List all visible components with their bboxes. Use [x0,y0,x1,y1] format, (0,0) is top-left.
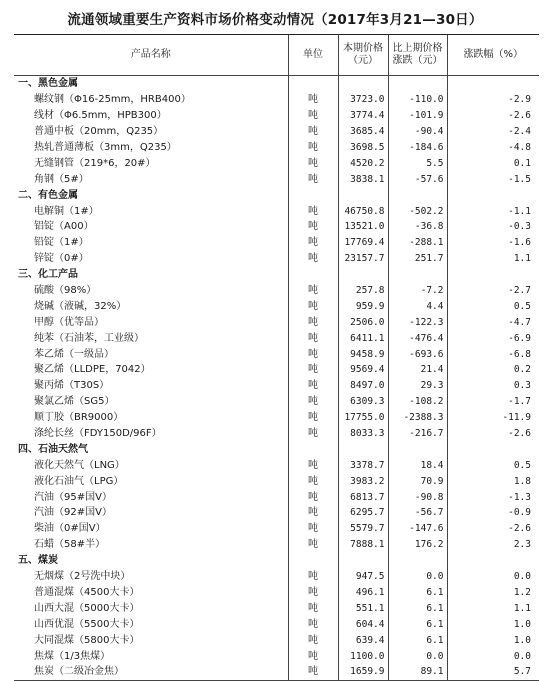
percent-cell: 0.3 [447,378,539,394]
price-cell: 604.4 [338,616,388,632]
price-cell: 17755.0 [338,410,388,426]
unit-cell: 吨 [288,505,338,521]
unit-cell: 吨 [288,171,338,187]
category-row [14,187,539,203]
change-cell: -108.2 [388,394,447,410]
percent-cell: -4.7 [447,314,539,330]
change-cell: 70.9 [388,473,447,489]
change-cell: -502.2 [388,203,447,219]
table-row [14,569,539,585]
table-row [14,457,539,473]
table-row [14,632,539,648]
empty-cell [447,187,539,203]
table-row [14,140,539,156]
percent-cell: -2.9 [447,92,539,108]
change-cell: 6.1 [388,585,447,601]
category-row [14,553,539,569]
table-row [14,171,539,187]
price-table [14,34,539,681]
product-name: 聚丙烯（T30S） [34,380,110,392]
product-name: 螺纹钢（Φ16-25mm，HRB400） [34,94,191,106]
table-row [14,600,539,616]
table-row [14,616,539,632]
empty-cell [388,553,447,569]
percent-cell: 0.5 [447,457,539,473]
product-name: 柴油（0#国Ⅴ） [34,523,106,535]
percent-cell: -1.5 [447,171,539,187]
table-row [14,489,539,505]
product-name: 铝锭（A00） [34,221,94,233]
unit-cell: 吨 [288,362,338,378]
table-row [14,378,539,394]
change-cell: -216.7 [388,426,447,442]
product-name: 烧碱（液碱，32%） [34,300,127,312]
empty-cell [388,187,447,203]
price-cell: 6295.7 [338,505,388,521]
category-row [14,441,539,457]
price-cell: 3378.7 [338,457,388,473]
unit-cell: 吨 [288,489,338,505]
unit-cell: 吨 [288,600,338,616]
change-cell: 4.4 [388,298,447,314]
price-cell: 8497.0 [338,378,388,394]
product-name: 液化石油气（LPG） [34,475,124,487]
unit-cell: 吨 [288,410,338,426]
percent-cell: -1.1 [447,203,539,219]
percent-cell: 5.7 [447,664,539,680]
empty-cell [447,553,539,569]
change-cell: -476.4 [388,330,447,346]
unit-cell: 吨 [288,140,338,156]
empty-cell [447,441,539,457]
empty-cell [447,267,539,283]
category-label: 五、煤炭 [18,555,58,567]
product-name: 汽油（95#国Ⅴ） [34,491,112,503]
price-cell: 3983.2 [338,473,388,489]
change-cell: -101.9 [388,108,447,124]
percent-cell: 0.0 [447,569,539,585]
category-label: 三、化工产品 [18,269,78,281]
percent-cell: 0.5 [447,298,539,314]
price-cell: 4520.2 [338,155,388,171]
unit-cell: 吨 [288,378,338,394]
empty-cell [288,267,338,283]
change-cell: 0.0 [388,648,447,664]
percent-cell: 0.2 [447,362,539,378]
product-name: 石蜡（58#半） [34,539,106,551]
empty-cell [338,267,388,283]
product-name: 山西优混（5500大卡） [34,618,140,630]
price-cell: 6309.3 [338,394,388,410]
price-cell: 6813.7 [338,489,388,505]
unit-cell: 吨 [288,330,338,346]
percent-cell: -2.4 [447,124,539,140]
unit-cell: 吨 [288,235,338,251]
product-name: 铅锭（1#） [34,237,89,249]
percent-cell: 1.0 [447,616,539,632]
product-name: 普通中板（20mm，Q235） [34,126,164,138]
table-row [14,314,539,330]
category-label: 二、有色金属 [18,189,78,201]
table-body [14,76,539,681]
empty-cell [338,441,388,457]
price-cell: 496.1 [338,585,388,601]
percent-cell: 2.3 [447,537,539,553]
unit-cell: 吨 [288,664,338,680]
price-cell: 7888.1 [338,537,388,553]
table-row [14,664,539,680]
price-cell: 257.8 [338,283,388,299]
change-cell: 6.1 [388,600,447,616]
unit-cell: 吨 [288,394,338,410]
change-cell: -288.1 [388,235,447,251]
table-row [14,92,539,108]
percent-cell: 0.0 [447,648,539,664]
price-cell: 3774.4 [338,108,388,124]
change-cell: 89.1 [388,664,447,680]
unit-cell: 吨 [288,473,338,489]
table-row [14,537,539,553]
percent-cell: -0.9 [447,505,539,521]
product-name: 焦煤（1/3焦煤） [34,650,111,662]
category-label: 四、石油天然气 [18,443,88,455]
price-cell: 3685.4 [338,124,388,140]
price-cell: 23157.7 [338,251,388,267]
change-cell: 251.7 [388,251,447,267]
table-row [14,251,539,267]
price-cell: 9569.4 [338,362,388,378]
unit-cell: 吨 [288,537,338,553]
product-name: 焦炭（二级冶金焦） [14,664,288,680]
product-name: 涤纶长丝（FDY150D/96F） [34,428,162,440]
change-cell: -90.8 [388,489,447,505]
product-name: 聚乙烯（LLDPE，7042） [34,364,151,376]
price-cell: 3838.1 [338,171,388,187]
table-row [14,346,539,362]
percent-cell: -2.7 [447,283,539,299]
empty-cell [288,441,338,457]
price-cell: 6411.1 [338,330,388,346]
table-row [14,410,539,426]
percent-cell: -1.6 [447,235,539,251]
price-cell: 1100.0 [338,648,388,664]
change-cell: 21.4 [388,362,447,378]
unit-cell: 吨 [288,632,338,648]
change-cell: 6.1 [388,632,447,648]
product-name: 山西大混（5000大卡） [34,602,140,614]
change-cell: -147.6 [388,521,447,537]
empty-cell [288,553,338,569]
empty-cell [338,187,388,203]
percent-cell: -6.9 [447,330,539,346]
category-row [14,76,539,92]
unit-cell: 吨 [288,298,338,314]
table-row [14,235,539,251]
price-cell: 947.5 [338,569,388,585]
table-row [14,298,539,314]
table-row [14,124,539,140]
table-row [14,219,539,235]
product-name: 纯苯（石油苯，工业级） [34,332,144,344]
change-cell: -184.6 [388,140,447,156]
percent-cell: -0.3 [447,219,539,235]
table-row [14,426,539,442]
table-row [14,648,539,664]
percent-cell: -11.9 [447,410,539,426]
change-cell: -110.0 [388,92,447,108]
product-name: 无缝钢管（219*6，20#） [34,157,156,169]
price-cell: 1659.9 [338,664,388,680]
product-name: 无烟煤（2号洗中块） [34,571,131,583]
product-name: 聚氯乙烯（SG5） [34,396,115,408]
table-row [14,283,539,299]
table-header [14,35,539,76]
percent-cell: 1.1 [447,600,539,616]
unit-cell: 吨 [288,124,338,140]
product-name: 角钢（5#） [34,173,89,185]
percent-cell: 1.1 [447,251,539,267]
unit-cell: 吨 [288,426,338,442]
table-row [14,473,539,489]
unit-cell: 吨 [288,457,338,473]
table-row [14,394,539,410]
change-cell: -7.2 [388,283,447,299]
table-row [14,203,539,219]
unit-cell: 吨 [288,283,338,299]
product-name: 大同混煤（5800大卡） [34,634,140,646]
product-name: 普通混煤（4500大卡） [34,586,140,598]
unit-cell: 吨 [288,155,338,171]
product-name: 线材（Φ6.5mm，HPB300） [34,110,167,122]
category-label: 一、黑色金属 [18,78,78,90]
unit-cell: 吨 [288,569,338,585]
price-cell: 3698.5 [338,140,388,156]
unit-cell: 吨 [288,521,338,537]
empty-cell [388,267,447,283]
category-row [14,267,539,283]
unit-cell: 吨 [288,203,338,219]
percent-cell: 1.0 [447,632,539,648]
price-cell: 5579.7 [338,521,388,537]
price-cell: 551.1 [338,600,388,616]
change-cell: -693.6 [388,346,447,362]
header-change-percent: 涨跌幅（%） [447,35,539,76]
empty-cell [447,76,539,92]
change-cell: 5.5 [388,155,447,171]
percent-cell: 1.8 [447,473,539,489]
table-row [14,585,539,601]
change-cell: -36.8 [388,219,447,235]
unit-cell: 吨 [288,219,338,235]
price-cell: 959.9 [338,298,388,314]
percent-cell: -2.6 [447,521,539,537]
price-cell: 639.4 [338,632,388,648]
price-cell: 17769.4 [338,235,388,251]
change-cell: -90.4 [388,124,447,140]
change-cell: -56.7 [388,505,447,521]
table-row [14,155,539,171]
change-cell: 0.0 [388,569,447,585]
change-cell: 18.4 [388,457,447,473]
table-row [14,505,539,521]
price-cell: 46750.8 [338,203,388,219]
product-name: 汽油（92#国Ⅴ） [34,507,112,519]
price-cell: 13521.0 [338,219,388,235]
unit-cell: 吨 [288,251,338,267]
percent-cell: -4.8 [447,140,539,156]
change-cell: -122.3 [388,314,447,330]
product-name: 硫酸（98%） [34,285,97,297]
empty-cell [338,553,388,569]
table-row [14,521,539,537]
unit-cell: 吨 [288,648,338,664]
unit-cell: 吨 [288,314,338,330]
percent-cell: -1.7 [447,394,539,410]
header-current-price: 本期价格（元） [338,35,388,76]
percent-cell: -2.6 [447,426,539,442]
product-name: 电解铜（1#） [34,205,99,217]
product-name: 甲醇（优等品） [34,316,104,328]
header-price-change: 比上期价格涨跌（元） [388,35,447,76]
empty-cell [288,76,338,92]
table-row [14,108,539,124]
document-title: 流通领域重要生产资料市场价格变动情况（2017年3月21—30日） [67,12,483,28]
empty-cell [338,76,388,92]
empty-cell [388,441,447,457]
empty-cell [288,187,338,203]
header-product-name: 产品名称 [14,35,288,76]
percent-cell: -1.3 [447,489,539,505]
percent-cell: 1.2 [447,585,539,601]
empty-cell [388,76,447,92]
price-cell: 2506.0 [338,314,388,330]
table-row [14,362,539,378]
product-name: 苯乙烯（一级品） [34,348,114,360]
change-cell: 6.1 [388,616,447,632]
change-cell: -57.6 [388,171,447,187]
unit-cell: 吨 [288,346,338,362]
price-cell: 3723.0 [338,92,388,108]
product-name: 液化天然气（LNG） [34,459,125,471]
unit-cell: 吨 [288,585,338,601]
price-cell: 9458.9 [338,346,388,362]
percent-cell: -6.8 [447,346,539,362]
percent-cell: 0.1 [447,155,539,171]
product-name: 锌锭（0#） [34,253,89,265]
percent-cell: -2.6 [447,108,539,124]
product-name: 热轧普通薄板（3mm，Q235） [34,142,177,153]
change-cell: 29.3 [388,378,447,394]
unit-cell: 吨 [288,616,338,632]
price-cell: 8033.3 [338,426,388,442]
unit-cell: 吨 [288,92,338,108]
product-name: 顺丁胶（BR9000） [34,412,124,424]
change-cell: -2388.3 [388,410,447,426]
unit-cell: 吨 [288,108,338,124]
table-row [14,330,539,346]
change-cell: 176.2 [388,537,447,553]
header-unit: 单位 [288,35,338,76]
